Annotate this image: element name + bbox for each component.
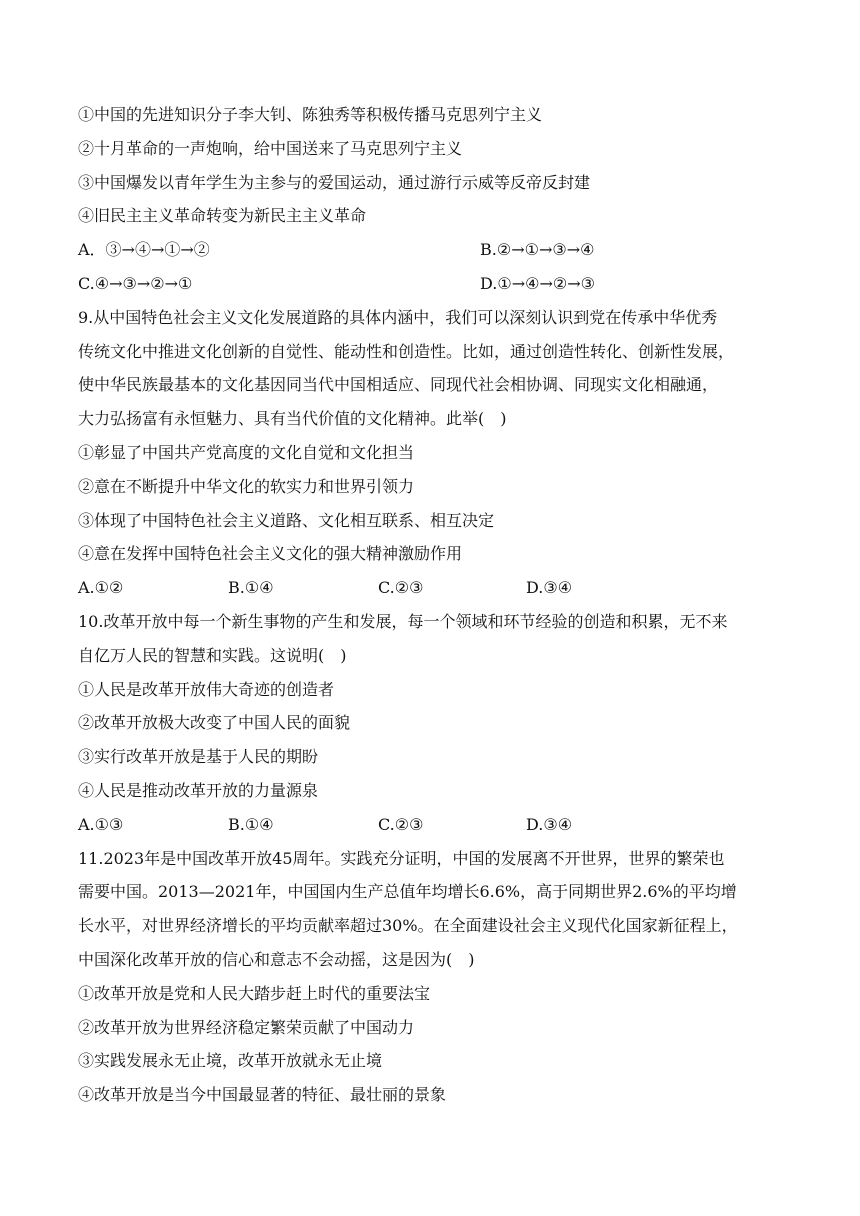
question-10 bbox=[78, 605, 788, 842]
q10-option-b: B.①④ bbox=[228, 814, 274, 834]
question-11 bbox=[78, 842, 788, 1112]
q9-stem-line-4: 大力弘扬富有永恒魅力、具有当代价值的文化精神。此举( ) bbox=[78, 409, 507, 429]
q11-item-1: ①改革开放是党和人民大踏步赶上时代的重要法宝 bbox=[78, 983, 431, 1003]
q10-item-4: ④人民是推动改革开放的力量源泉 bbox=[78, 780, 319, 800]
q8-item-1: ①中国的先进知识分子李大钊、陈独秀等积极传播马克思列宁主义 bbox=[78, 105, 543, 124]
q10-stem-line-1: 10.改革开放中每一个新生事物的产生和发展，每一个领域和环节经验的创造和积累，无不来 bbox=[78, 611, 728, 631]
q8-option-d: D.①→④→②→③ bbox=[480, 273, 595, 293]
question-9 bbox=[78, 301, 788, 605]
q9-option-b: B.①④ bbox=[228, 578, 274, 598]
q11-stem-line-1: 11.2023年是中国改革开放45周年。实践充分证明，中国的发展离不开世界，世界的繁荣也 bbox=[78, 848, 725, 868]
q8-option-a: A．③→④→①→② bbox=[78, 240, 210, 260]
q9-item-4: ④意在发挥中国特色社会主义文化的强大精神激励作用 bbox=[78, 544, 463, 564]
question-8 bbox=[78, 98, 788, 301]
q9-item-3: ③体现了中国特色社会主义道路、文化相互联系、相互决定 bbox=[78, 510, 495, 530]
q10-item-3: ③实行改革开放是基于人民的期盼 bbox=[78, 747, 319, 767]
q8-item-3: ③中国爆发以青年学生为主参与的爱国运动，通过游行示威等反帝反封建 bbox=[78, 172, 591, 192]
exam-page bbox=[78, 98, 788, 1112]
q8-options-row-1 bbox=[78, 233, 788, 267]
q9-stem-line-2: 传统文化中推进文化创新的自觉性、能动性和创造性。比如，通过创造性转化、创新性发展， bbox=[78, 341, 735, 361]
q10-item-1: ①人民是改革开放伟大奇迹的创造者 bbox=[78, 679, 335, 699]
q9-stem-line-1: 9.从中国特色社会主义文化发展道路的具体内涵中，我们可以深刻认识到党在传承中华优秀 bbox=[78, 307, 718, 327]
q9-options bbox=[78, 571, 788, 605]
q11-item-4: ④改革开放是当今中国最显著的特征、最壮丽的景象 bbox=[78, 1085, 447, 1105]
q8-options-row-2 bbox=[78, 267, 788, 301]
q8-item-2: ②十月革命的一声炮响，给中国送来了马克思列宁主义 bbox=[78, 138, 463, 158]
q10-item-2: ②改革开放极大改变了中国人民的面貌 bbox=[78, 713, 351, 733]
q11-stem-line-3: 长水平，对世界经济增长的平均贡献率超过30%。在全面建设社会主义现代化国家新征程上， bbox=[78, 916, 738, 936]
q9-option-a: A.①② bbox=[78, 578, 124, 598]
q11-stem-line-2: 需要中国。2013—2021年，中国国内生产总值年均增长6.6%，高于同期世界2.6%的平均增 bbox=[78, 882, 737, 902]
q8-item-4: ④旧民主主义革命转变为新民主主义革命 bbox=[78, 206, 367, 226]
q10-stem-line-2: 自亿万人民的智慧和实践。这说明( ) bbox=[78, 645, 347, 665]
q10-option-c: C.②③ bbox=[378, 814, 424, 834]
q8-option-b: B.②→①→③→④ bbox=[480, 240, 595, 260]
q11-item-2: ②改革开放为世界经济稳定繁荣贡献了中国动力 bbox=[78, 1017, 415, 1037]
q10-options bbox=[78, 808, 788, 842]
q10-option-a: A.①③ bbox=[78, 814, 124, 834]
q10-option-d: D.③④ bbox=[526, 814, 573, 834]
q11-item-3: ③实践发展永无止境，改革开放就永无止境 bbox=[78, 1051, 383, 1071]
q8-option-c: C.④→③→②→① bbox=[78, 273, 193, 293]
q9-option-d: D.③④ bbox=[526, 578, 573, 598]
q9-option-c: C.②③ bbox=[378, 578, 424, 598]
q9-item-2: ②意在不断提升中华文化的软实力和世界引领力 bbox=[78, 476, 415, 496]
q9-item-1: ①彰显了中国共产党高度的文化自觉和文化担当 bbox=[78, 442, 415, 462]
q9-stem-line-3: 使中华民族最基本的文化基因同当代中国相适应、同现代社会相协调、同现实文化相融通， bbox=[78, 375, 719, 395]
q11-stem-line-4: 中国深化改革开放的信心和意志不会动摇，这是因为( ) bbox=[78, 949, 475, 969]
